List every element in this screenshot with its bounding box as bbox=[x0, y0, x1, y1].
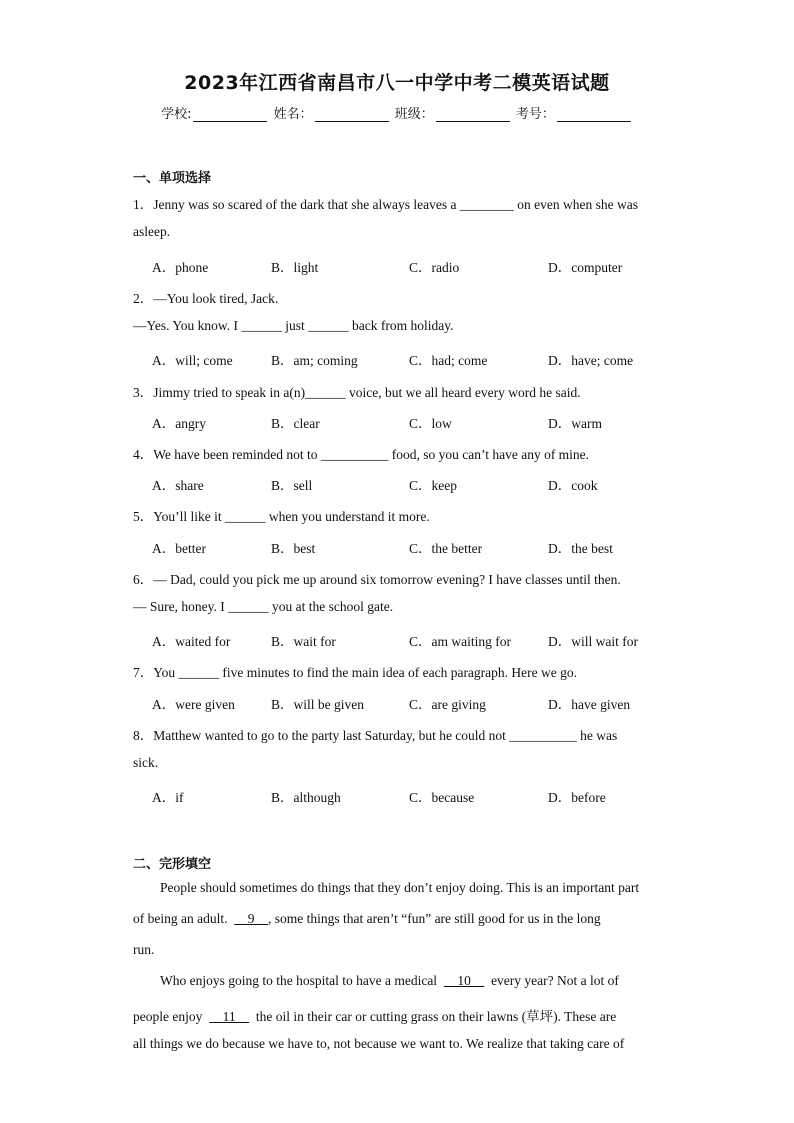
section-heading-single-choice: 一、单项选择 bbox=[133, 171, 212, 186]
option-c[interactable]: C．low bbox=[409, 416, 452, 431]
option-a[interactable]: A．better bbox=[152, 541, 206, 556]
passage-p1-line-1: People should sometimes do things that they don’t enjoy doing. This is an important part bbox=[160, 880, 640, 895]
option-d[interactable]: D．the best bbox=[548, 541, 613, 556]
option-c[interactable]: C．radio bbox=[409, 260, 460, 275]
option-a[interactable]: A．will; come bbox=[152, 353, 233, 368]
question-6-line-1: 6．— Dad, could you pick me up around six tomorrow evening? I have classes until then. bbox=[133, 572, 621, 587]
student-info-line bbox=[0, 103, 794, 122]
cloze-blank-10[interactable]: 10 bbox=[443, 973, 485, 988]
option-d[interactable]: D．before bbox=[548, 790, 606, 805]
question-1-line-1: 1．Jenny was so scared of the dark that she always leaves a ________ on even when she was bbox=[133, 197, 638, 212]
question-6-line-2: — Sure, honey. I ______ you at the school gate. bbox=[133, 599, 394, 614]
option-a[interactable]: A．angry bbox=[152, 416, 206, 431]
exam-title: 2023年江西省南昌市八一中学中考二模英语试题 bbox=[184, 72, 610, 94]
name-blank[interactable] bbox=[315, 107, 389, 122]
passage-text: every year? Not a lot of bbox=[484, 973, 619, 988]
option-a[interactable]: A．phone bbox=[152, 260, 209, 275]
passage-p2-line-3: all things we do because we have to, not because we want to. We realize that taking care of bbox=[133, 1036, 625, 1051]
question-1-line-2: asleep. bbox=[133, 224, 171, 239]
class-label: 班级： bbox=[394, 107, 434, 122]
option-c[interactable]: C．because bbox=[409, 790, 475, 805]
option-b[interactable]: B．light bbox=[271, 260, 319, 275]
question-2-line-2: —Yes. You know. I ______ just ______ back from holiday. bbox=[133, 318, 454, 333]
question-2-line-1: 2．—You look tired, Jack. bbox=[133, 291, 279, 306]
option-b[interactable]: B．clear bbox=[271, 416, 320, 431]
class-blank[interactable] bbox=[436, 107, 510, 122]
option-c[interactable]: C．had; come bbox=[409, 353, 488, 368]
option-b[interactable]: B．although bbox=[271, 790, 341, 805]
question-5-line-1: 5．You’ll like it ______ when you understand it more. bbox=[133, 509, 430, 524]
question-8-line-1: 8．Matthew wanted to go to the party last Saturday, but he could not __________ he was bbox=[133, 728, 618, 743]
option-a[interactable]: A．share bbox=[152, 478, 204, 493]
passage-p2-line-2 bbox=[133, 1005, 663, 1025]
option-d[interactable]: D．will wait for bbox=[548, 634, 638, 649]
cloze-blank-11[interactable]: 11 bbox=[209, 1009, 250, 1024]
option-b[interactable]: B．best bbox=[271, 541, 316, 556]
question-4-line-1: 4．We have been reminded not to __________ food, so you can’t have any of mine. bbox=[133, 447, 590, 462]
passage-p1-line-3: run. bbox=[133, 942, 155, 957]
option-d[interactable]: D．have; come bbox=[548, 353, 634, 368]
number-blank[interactable] bbox=[557, 107, 631, 122]
option-b[interactable]: B．sell bbox=[271, 478, 313, 493]
school-blank[interactable] bbox=[193, 107, 267, 122]
name-label: 姓名： bbox=[273, 107, 313, 122]
option-a[interactable]: A．if bbox=[152, 790, 184, 805]
passage-p1-line-2 bbox=[133, 911, 663, 927]
option-a[interactable]: A．waited for bbox=[152, 634, 231, 649]
passage-text: of being an adult. bbox=[133, 911, 235, 926]
option-b[interactable]: B．wait for bbox=[271, 634, 336, 649]
passage-p2-line-1 bbox=[160, 973, 690, 989]
passage-text: Who enjoys going to the hospital to have a medical bbox=[160, 973, 444, 988]
option-d[interactable]: D．have given bbox=[548, 697, 631, 712]
option-d[interactable]: D．warm bbox=[548, 416, 602, 431]
cloze-blank-9[interactable]: 9 bbox=[234, 911, 268, 926]
option-a[interactable]: A．were given bbox=[152, 697, 235, 712]
option-b[interactable]: B．am; coming bbox=[271, 353, 358, 368]
option-c[interactable]: C．are giving bbox=[409, 697, 486, 712]
number-label: 考号： bbox=[515, 107, 555, 122]
option-c[interactable]: C．am waiting for bbox=[409, 634, 511, 649]
passage-text: the oil in their car or cutting grass on their lawns (草坪). These are bbox=[249, 1009, 617, 1024]
question-8-line-2: sick. bbox=[133, 755, 159, 770]
passage-text: people enjoy bbox=[133, 1009, 210, 1024]
option-c[interactable]: C．the better bbox=[409, 541, 483, 556]
question-7-line-1: 7．You ______ five minutes to find the main idea of each paragraph. Here we go. bbox=[133, 665, 578, 680]
option-d[interactable]: D．cook bbox=[548, 478, 598, 493]
question-3-line-1: 3．Jimmy tried to speak in a(n)______ voice, but we all heard every word he said. bbox=[133, 385, 581, 400]
option-d[interactable]: D．computer bbox=[548, 260, 623, 275]
option-b[interactable]: B．will be given bbox=[271, 697, 364, 712]
school-label: 学校: bbox=[161, 107, 192, 122]
option-c[interactable]: C．keep bbox=[409, 478, 457, 493]
passage-text: , some things that aren’t “fun” are still good for us in the long bbox=[267, 911, 601, 926]
section-heading-cloze: 二、完形填空 bbox=[133, 857, 212, 872]
